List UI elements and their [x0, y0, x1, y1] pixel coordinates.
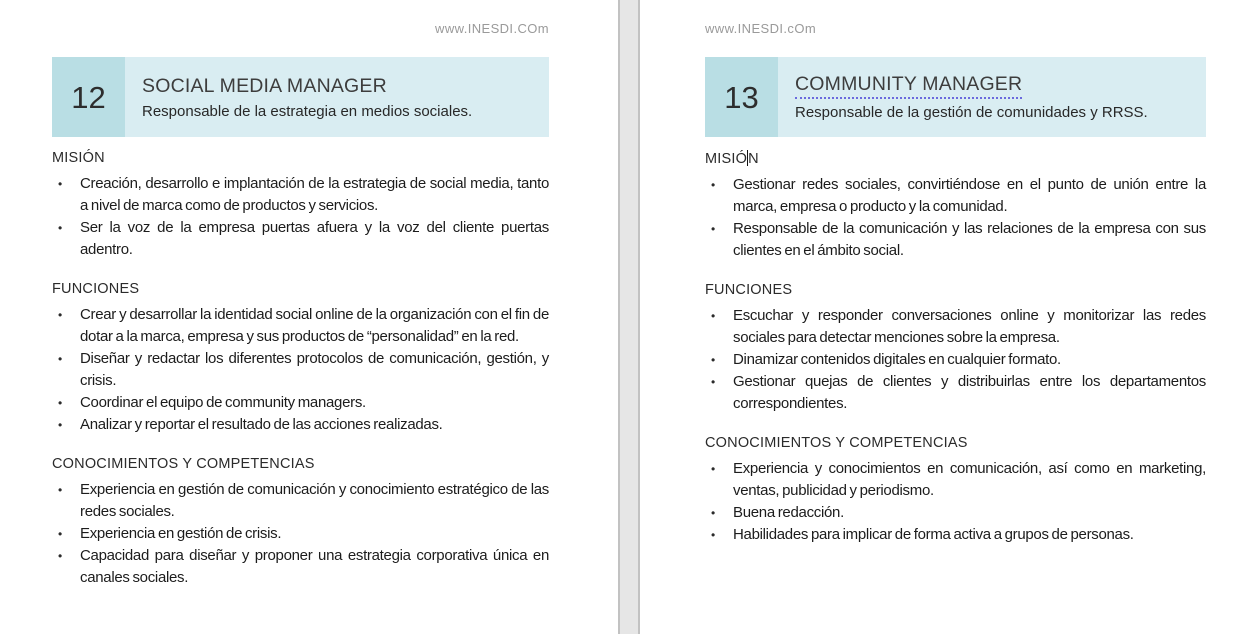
- section-heading-funciones[interactable]: FUNCIONES: [705, 282, 793, 298]
- bullet-list: [705, 174, 1206, 262]
- page-gap-divider: [618, 0, 640, 634]
- bullet-item[interactable]: • Experiencia en gestión de crisis.: [52, 523, 549, 545]
- bullet-item[interactable]: • Gestionar redes sociales, convirtiéndose en el punto de unión entre la marca, empresa o producto y la comunidad.: [705, 174, 1206, 218]
- section-funciones: [52, 281, 549, 436]
- chapter-title[interactable]: [795, 72, 1206, 99]
- bullet-icon: •: [711, 375, 716, 389]
- section-conocimientos: [52, 456, 549, 589]
- section-heading-funciones[interactable]: FUNCIONES: [52, 281, 140, 297]
- bullet-item[interactable]: • Habilidades para implicar de forma activa a grupos de personas.: [705, 524, 1206, 546]
- section-heading-conocimientos[interactable]: CONOCIMIENTOS Y COMPETENCIAS: [52, 456, 315, 472]
- bullet-list: [52, 173, 549, 261]
- bullet-icon: •: [58, 221, 63, 235]
- page-12-social-media-manager[interactable]: [0, 0, 618, 634]
- chapter-subtitle[interactable]: Responsable de la estrategia en medios sociales.: [142, 102, 473, 120]
- chapter-title-block: [778, 57, 1206, 137]
- bullet-icon: •: [711, 528, 716, 542]
- bullet-item[interactable]: • Diseñar y redactar los diferentes protocolos de comunicación, gestión, y crisis.: [52, 348, 549, 392]
- bullet-item[interactable]: • Creación, desarrollo e implantación de la estrategia de social media, tanto a nivel de marca como de productos y servicios.: [52, 173, 549, 217]
- section-funciones: [705, 282, 1206, 415]
- bullet-icon: •: [58, 418, 63, 432]
- bullet-icon: •: [58, 177, 63, 191]
- bullet-icon: •: [58, 483, 63, 497]
- bullet-icon: •: [711, 222, 716, 236]
- bullet-icon: •: [58, 396, 63, 410]
- spellcheck-underlined-title[interactable]: COMMUNITY MANAGER: [795, 72, 1022, 99]
- bullet-item[interactable]: • Experiencia en gestión de comunicación y conocimiento estratégico de las redes sociales.: [52, 479, 549, 523]
- chapter-title-band: [52, 57, 549, 137]
- chapter-subtitle[interactable]: Responsable de la gestión de comunidades y RRSS.: [795, 104, 1148, 121]
- page-header-url: www.INESDI.COm: [435, 21, 549, 36]
- chapter-title-block: [125, 57, 549, 137]
- bullet-icon: •: [58, 527, 63, 541]
- bullet-item[interactable]: • Dinamizar contenidos digitales en cualquier formato.: [705, 349, 1206, 371]
- page-header-url: www.INESDI.cOm: [705, 21, 817, 36]
- bullet-icon: •: [711, 506, 716, 520]
- chapter-number[interactable]: 12: [52, 57, 125, 137]
- bullet-item[interactable]: • Ser la voz de la empresa puertas afuera y la voz del cliente puertas adentro.: [52, 217, 549, 261]
- chapter-title-band: [705, 57, 1206, 137]
- section-heading-conocimientos[interactable]: CONOCIMIENTOS Y COMPETENCIAS: [705, 435, 968, 451]
- section-heading-mision[interactable]: MISIÓN: [705, 151, 759, 167]
- bullet-item[interactable]: • Analizar y reportar el resultado de las acciones realizadas.: [52, 414, 549, 436]
- bullet-icon: •: [58, 549, 63, 563]
- bullet-item[interactable]: • Buena redacción.: [705, 502, 1206, 524]
- bullet-item[interactable]: • Coordinar el equipo de community managers.: [52, 392, 549, 414]
- bullet-list: [705, 305, 1206, 415]
- section-heading-mision[interactable]: MISIÓN: [52, 150, 105, 166]
- bullet-item[interactable]: • Capacidad para diseñar y proponer una estrategia corporativa única en canales sociales.: [52, 545, 549, 589]
- chapter-number[interactable]: 13: [705, 57, 778, 137]
- bullet-item[interactable]: • Gestionar quejas de clientes y distribuirlas entre los departamentos correspondientes.: [705, 371, 1206, 415]
- section-mision: [705, 150, 1206, 262]
- bullet-item[interactable]: • Escuchar y responder conversaciones online y monitorizar las redes sociales para detectar menciones sobre la empresa.: [705, 305, 1206, 349]
- page-body[interactable]: [52, 150, 549, 589]
- bullet-icon: •: [711, 178, 716, 192]
- section-mision: [52, 150, 549, 261]
- bullet-item[interactable]: • Crear y desarrollar la identidad social online de la organización con el fin de dotar a la marca, empresa y sus productos de “personalidad” en la red.: [52, 304, 549, 348]
- chapter-title[interactable]: SOCIAL MEDIA MANAGER: [142, 74, 387, 97]
- section-conocimientos: [705, 435, 1206, 546]
- page-body[interactable]: [705, 150, 1206, 546]
- bullet-icon: •: [711, 353, 716, 367]
- bullet-list: [705, 458, 1206, 546]
- bullet-icon: •: [711, 309, 716, 323]
- bullet-icon: •: [58, 308, 63, 322]
- bullet-item[interactable]: • Responsable de la comunicación y las relaciones de la empresa con sus clientes en el ámbito social.: [705, 218, 1206, 262]
- bullet-list: [52, 304, 549, 436]
- bullet-icon: •: [58, 352, 63, 366]
- page-13-community-manager[interactable]: [640, 0, 1253, 634]
- bullet-list: [52, 479, 549, 589]
- bullet-icon: •: [711, 462, 716, 476]
- bullet-item[interactable]: • Experiencia y conocimientos en comunicación, así como en marketing, ventas, publicidad y periodismo.: [705, 458, 1206, 502]
